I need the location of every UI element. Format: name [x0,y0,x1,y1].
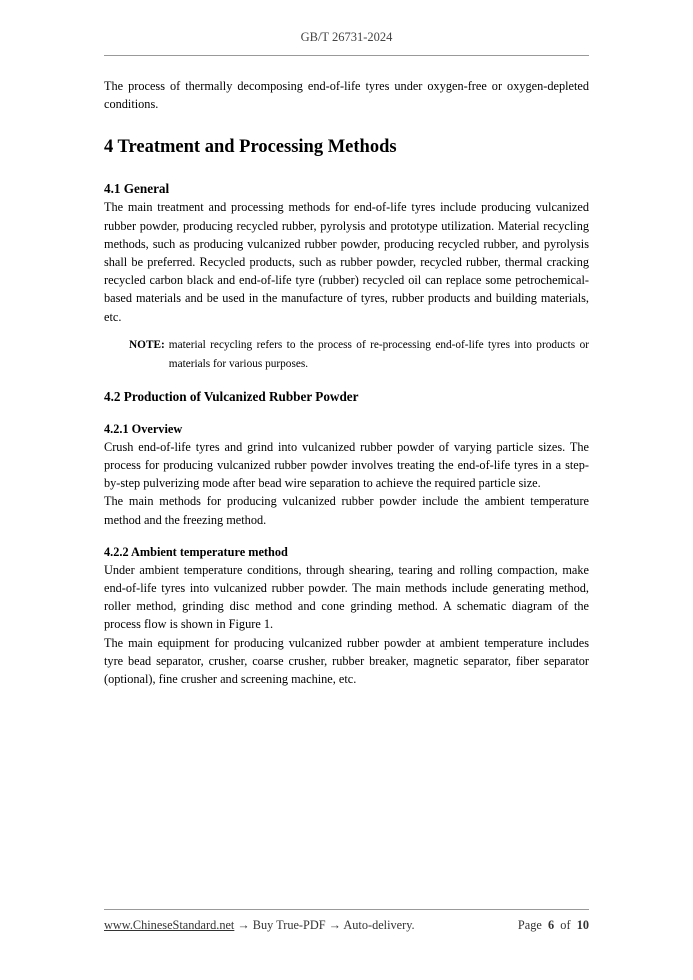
page-footer [104,918,589,933]
intro-paragraph: The process of thermally decomposing end-of-life tyres under oxygen-free or oxygen-depleted conditions. [104,79,589,112]
auto-delivery-text: Auto-delivery. [343,918,415,932]
arrow-right-icon: → [328,918,341,932]
section-4-2-1-paragraph-2: The main methods for producing vulcanized rubber powder include the ambient temperature method and the freezing method. [104,494,589,527]
section-4-2-2-heading: 4.2.2 Ambient temperature method [104,544,288,559]
section-4-1-heading: 4.1 General [104,181,170,197]
footer-divider [104,909,589,910]
section-4-2-2-paragraph-1: Under ambient temperature conditions, through shearing, tearing and rolling compaction, make end-of-life tyres into vulcanized rubber powder. The main methods include generating method, roller method, grinding disc method and cone grinding method. A schematic diagram of the process flow is shown in Figure 1. [104,562,589,632]
footer-promo [104,918,415,933]
section-4-2-2-paragraph-2: The main equipment for producing vulcanized rubber powder at ambient temperature includes tyre bead separator, crusher, coarse crusher, rubber breaker, magnetic separator, fiber separator (optional), fine crusher and screening machine, etc. [104,635,589,687]
section-4-2-heading: 4.2 Production of Vulcanized Rubber Powder [104,388,359,404]
note-label: NOTE: [129,338,165,351]
buy-true-pdf-text: Buy True-PDF [252,918,326,932]
section-4-2-1-paragraph-1: Crush end-of-life tyres and grind into vulcanized rubber powder of varying particle sizes. The process for producing vulcanized rubber powder involves treating the end-of-life tyres in a step-by-step pulverizing mode after bead wire separation to achieve the required particle size. [104,439,589,491]
section-4-1-paragraph: The main treatment and processing methods for end-of-life tyres include producing vulcanized rubber powder, producing recycled rubber, pyrolysis and prototype utilization. Material recycling methods, such as producing vulcanized rubber powder, producing recycled rubber, and pyrolysis shall be preferred. Recycled products, such as rubber powder, recycled rubber, thermal cracking recycled carbon black and end-of-life tyre (rubber) recycled oil can replace some petrochemical-based materials and be used in the manufacture of tyres, rubber products and building materials, etc. [104,200,589,324]
page-content [104,77,589,688]
standard-number: GB/T 26731-2024 [300,30,393,44]
page-header [0,30,693,45]
page-number [518,918,589,933]
note-block [129,336,589,374]
page-label: Page [517,918,542,932]
header-divider [104,55,589,56]
site-link[interactable]: www.ChineseStandard.net [104,918,235,932]
page-total: 10 [576,918,589,932]
page-of: of [560,918,571,932]
section-4-heading: 4 Treatment and Processing Methods [104,137,397,158]
section-4-2-1-heading: 4.2.1 Overview [104,421,183,436]
arrow-right-icon: → [237,918,250,932]
note-text: material recycling refers to the process of re-processing end-of-life tyres into products or materials for various purposes. [168,338,589,370]
page-current: 6 [547,918,555,932]
